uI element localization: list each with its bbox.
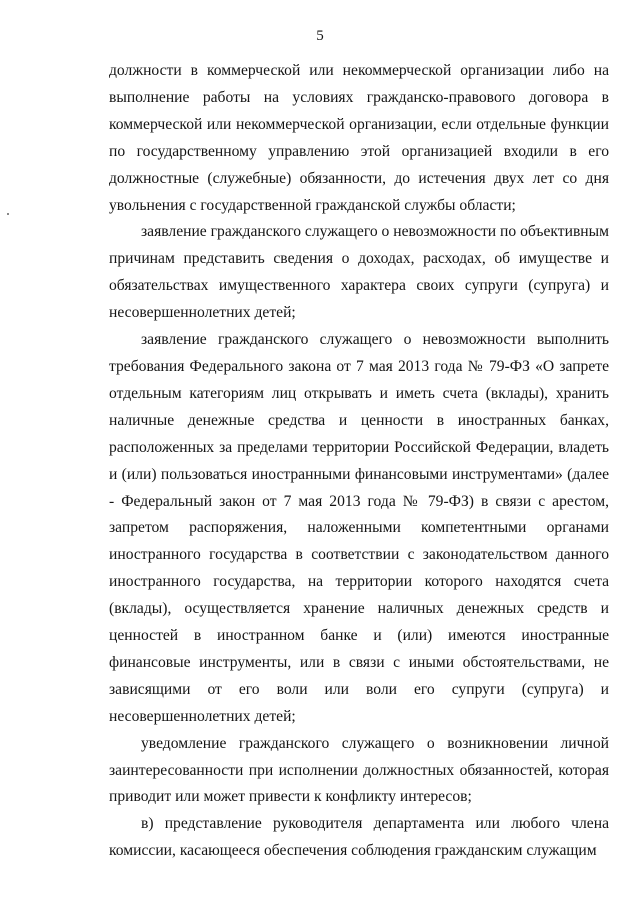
paragraph-continuation: должности в коммерческой или некоммерческой организации либо на выполнение работы на условиях гражданско-правового договора в коммерческой или некоммерческой организации, если отдельные функции по государственному управлению этой организацией входили в его должностные (служебные) обязанности, до истечения двух лет со дня увольнения с государственной гражданской службы области; [109, 62, 609, 214]
paragraph-item-v: в) представление руководителя департамента или любого члена комиссии, касающееся обеспечения соблюдения гражданским служащим [109, 815, 609, 860]
scan-speck [7, 213, 9, 215]
page-number: 5 [316, 28, 324, 44]
paragraph-income-statement: заявление гражданского служащего о невозможности по объективным причинам представить сведения о доходах, расходах, об имуществе и обязательствах имущественного характера своих супруги (супруга) и несовершеннолетних детей; [109, 223, 610, 322]
paragraph-conflict-of-interest: уведомление гражданского служащего о возникновении личной заинтересованности при исполнении должностных обязанностей, которая приводит или может привести к конфликту интересов; [109, 734, 609, 806]
paragraph-federal-law-statement: заявление гражданского служащего о невозможности выполнить требования Федерального закона от 7 мая 2013 года № 79-ФЗ «О запрете отдельным категориям лиц открывать и иметь счета (вклады), хранить наличные денежные средства и ценности в иностранных банках, расположенных за пределами территории Российской Федерации, владеть и (или) пользоваться иностранными финансовыми инструментами» (далее - Федеральный закон от 7 мая 2013 года № 79-ФЗ) в связи с арестом, запретом распоряжения, наложенными компетентными органами иностранного государства в соответствии с законодательством данного иностранного государства, на территории которого находятся счета (вклады), осуществляется хранение наличных денежных средств и ценностей в иностранном банке и (или) имеются иностранные финансовые инструменты, или в связи с иными обстоятельствами, не зависящими от его воли или воли его супруги (супруга) и несовершеннолетних детей; [109, 331, 609, 725]
document-body [109, 58, 609, 865]
